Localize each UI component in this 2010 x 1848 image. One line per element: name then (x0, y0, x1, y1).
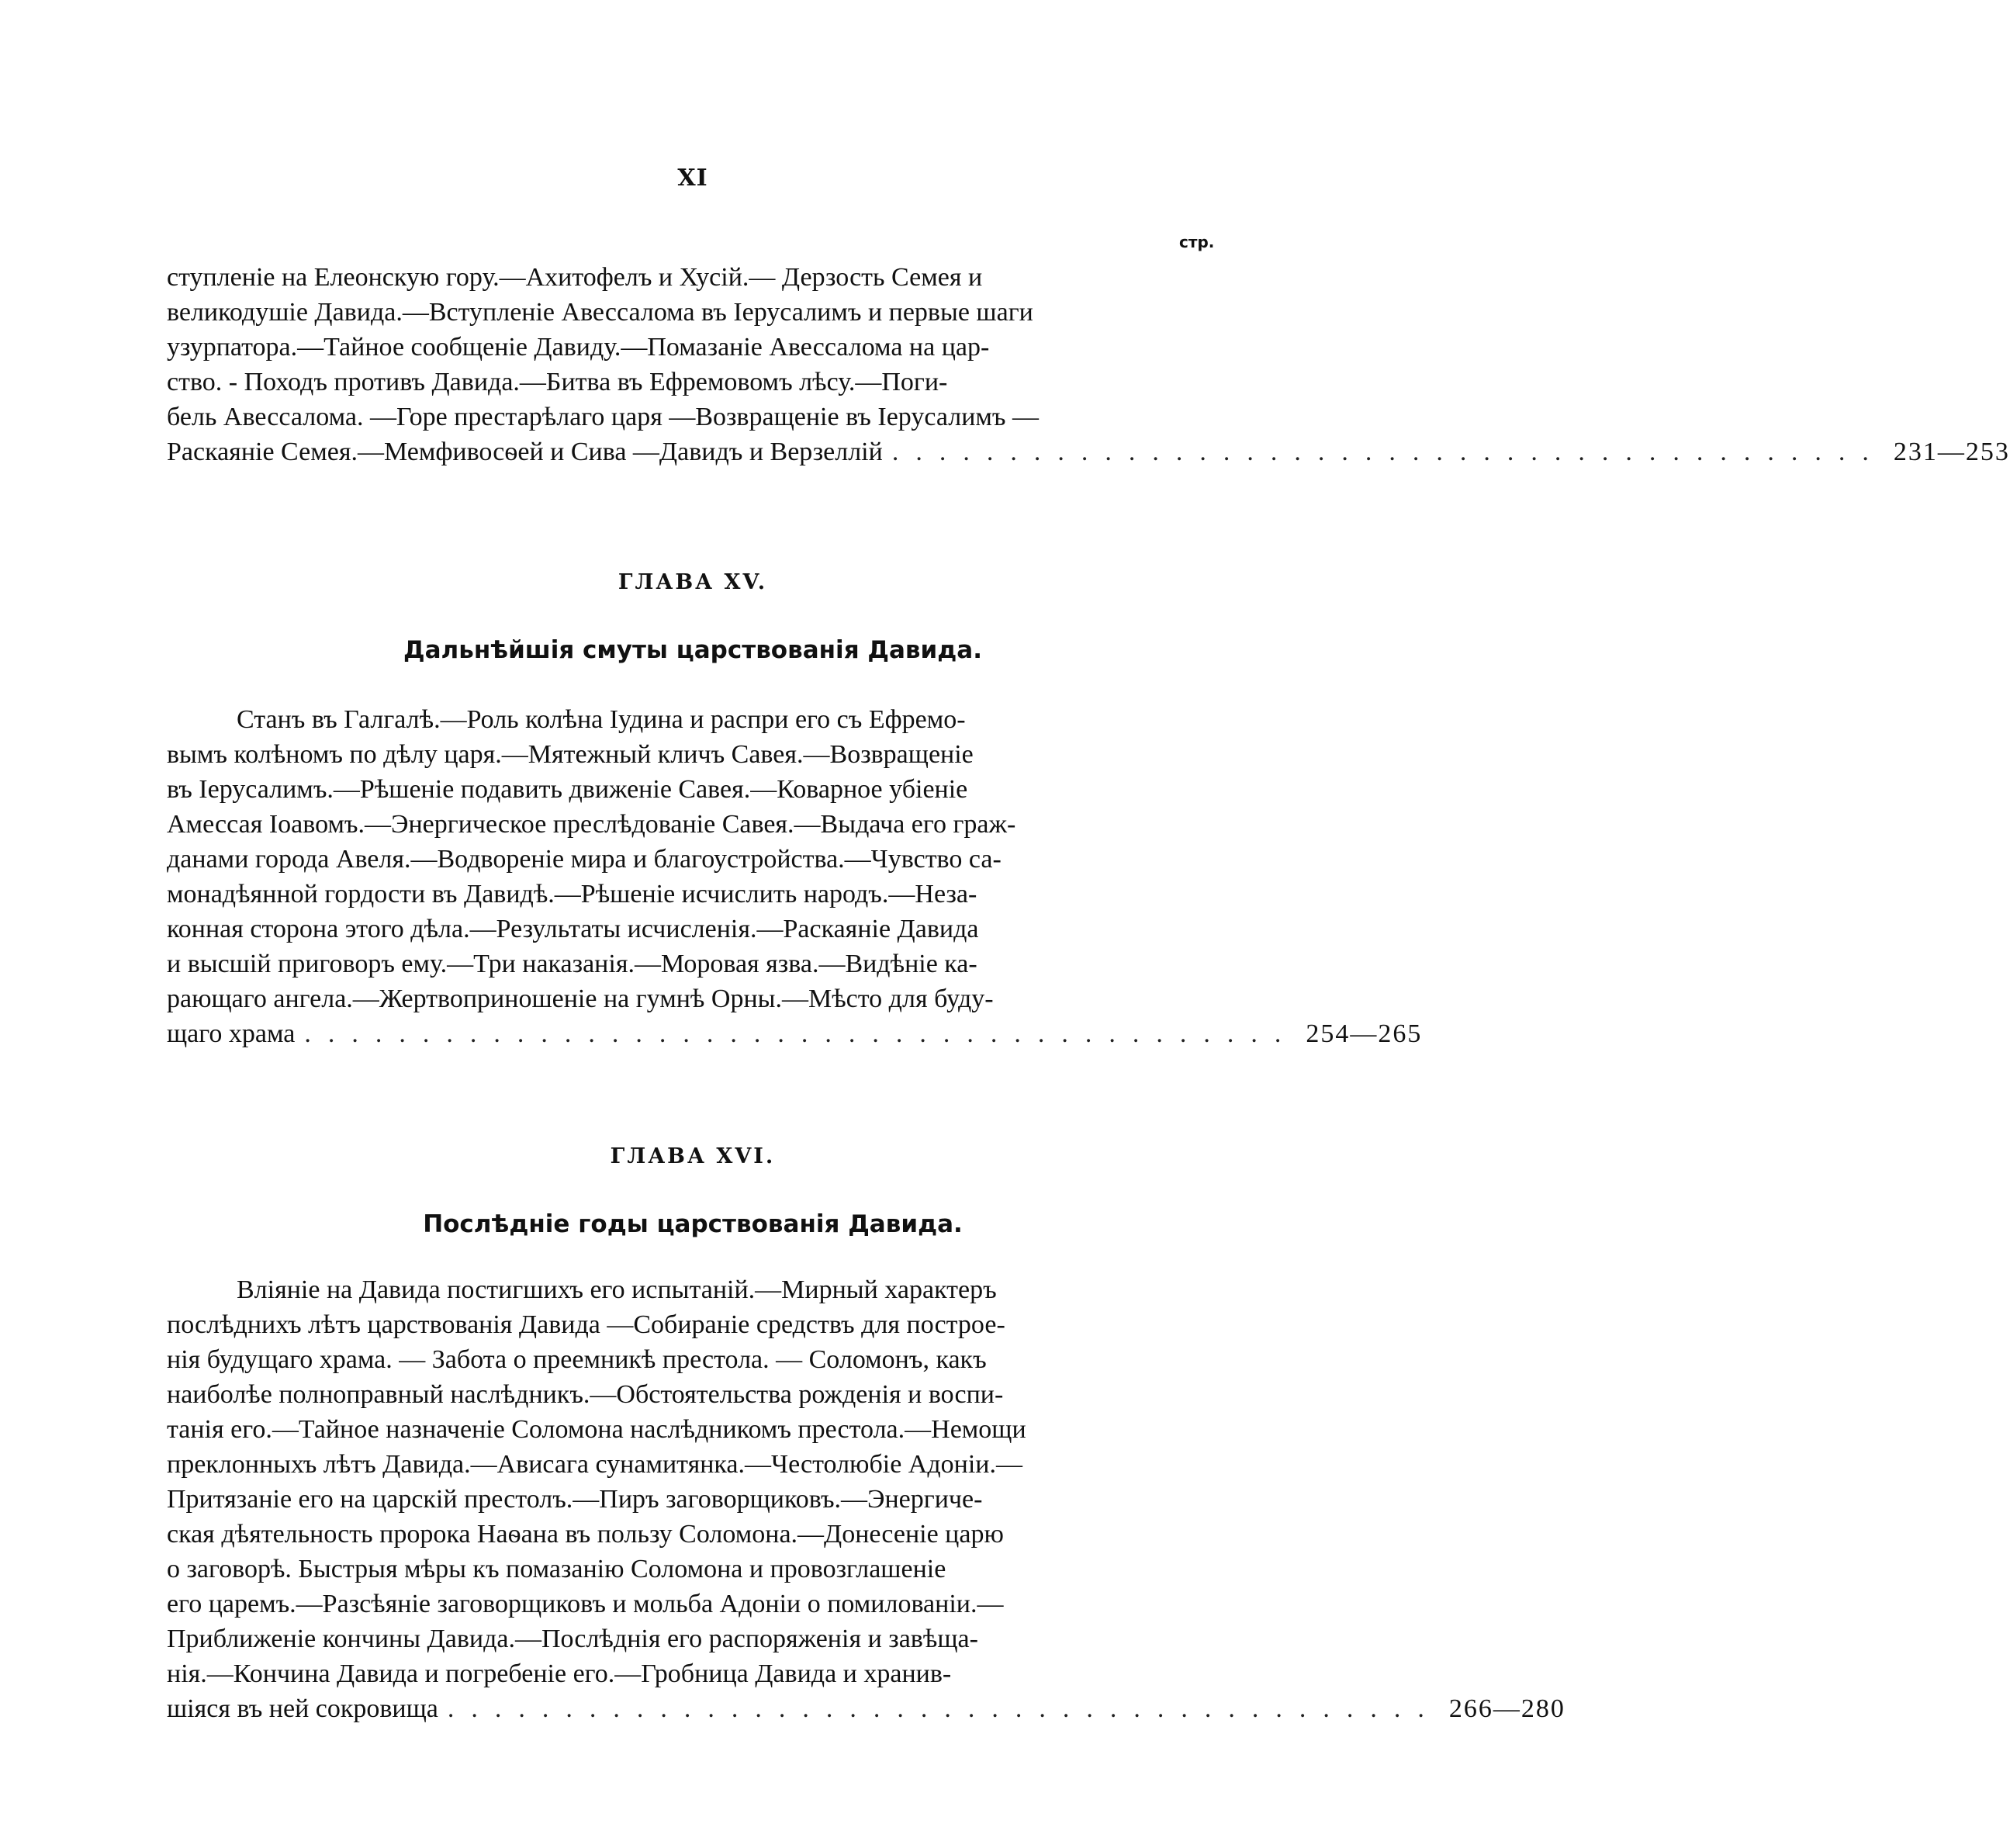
toc-text-line: о заговорѣ. Быстрыя мѣры къ помазанію Соломона и провозглашеніе (167, 1555, 946, 1583)
toc-text-line: и высшій приговоръ ему.—Три наказанія.—Моровая язва.—Видѣніе ка- (167, 950, 977, 978)
dot-leader: .......................................... (891, 438, 1886, 466)
toc-text-line: узурпатора.—Тайное сообщеніе Давиду.—Помазаніе Авессалома на цар- (167, 333, 990, 362)
toc-text-line: рающаго ангела.—Жертвоприношеніе на гумнѣ Орны.—Мѣсто для буду- (167, 985, 994, 1013)
toc-last-line-text: шіяся въ ней сокровища (167, 1694, 438, 1723)
toc-text-line: его царемъ.—Разсѣяніе заговорщиковъ и мольба Адоніи о помилованіи.— (167, 1590, 1004, 1618)
toc-last-line-text: щаго храма (167, 1019, 296, 1048)
toc-text-line: Притязаніе его на царскій престолъ.—Пиръ заговорщиковъ.—Энергиче- (167, 1485, 983, 1514)
chapter-heading-xv: ГЛАВА XV. (618, 570, 768, 594)
toc-text-line: данами города Авеля.—Водвореніе мира и благоустройства.—Чувство са- (167, 845, 1002, 874)
toc-text-line: Амессая Іоавомъ.—Энергическое преслѣдованіе Савея.—Выдача его граж- (167, 810, 1016, 839)
toc-text-line: Приближеніе кончины Давида.—Послѣднія его распоряженія и завѣща- (167, 1625, 978, 1653)
chapter-heading-xvi: ГЛАВА XVI. (610, 1144, 776, 1168)
toc-last-line (167, 1691, 1565, 1726)
toc-text-line: конная сторона этого дѣла.—Результаты исчисленія.—Раскаяніе Давида (167, 915, 979, 943)
page-range: 231—253 (1893, 438, 2010, 466)
toc-text-line: вымъ колѣномъ по дѣлу царя.—Мятежный кличъ Савея.—Возвращеніе (167, 740, 974, 769)
toc-text-line: наиболѣе полноправный наслѣдникъ.—Обстоятельства рожденія и воспи- (167, 1380, 1004, 1409)
toc-text-line: Вліяніе на Давида постигшихъ его испытаній.—Мирный характеръ (237, 1275, 997, 1304)
toc-entry-continuation (167, 260, 2010, 469)
toc-text-line: бель Авессалома. —Горе престарѣлаго царя —Возвращеніе въ Іерусалимъ — (167, 403, 1039, 431)
toc-text-line: нія будущаго храма. — Забота о преемникѣ престола. — Соломонъ, какъ (167, 1345, 987, 1374)
toc-text-line: ство. - Походъ противъ Давида.—Битва въ Ефремовомъ лѣсу.—Поги- (167, 368, 948, 396)
toc-text-line: нія.—Кончина Давида и погребеніе его.—Гробница Давида и хранив- (167, 1659, 952, 1688)
toc-text-line: послѣднихъ лѣтъ царствованія Давида —Собираніе средствъ для построе- (167, 1310, 1005, 1339)
toc-text-line: ская дѣятельность пророка Наѳана въ пользу Соломона.—Донесеніе царю (167, 1520, 1004, 1549)
dot-leader: .......................................... (447, 1694, 1441, 1723)
toc-text-line: въ Іерусалимъ.—Рѣшеніе подавить движеніе Савея.—Коварное убіеніе (167, 775, 968, 804)
dot-leader: .......................................... (304, 1019, 1299, 1048)
toc-text-line: монадѣянной гордости въ Давидѣ.—Рѣшеніе исчислить народъ.—Неза- (167, 880, 977, 908)
page-column-label: стр. (1179, 233, 1215, 251)
toc-last-line (167, 1016, 1423, 1051)
toc-text-line: Станъ въ Галгалѣ.—Роль колѣна Іудина и распри его съ Ефремо- (237, 705, 966, 734)
page-range: 266—280 (1448, 1694, 1565, 1723)
page-folio: XI (677, 164, 708, 192)
toc-last-line-text: Раскаяніе Семея.—Мемфивосѳей и Сива —Давидъ и Верзеллій (167, 438, 883, 466)
toc-text-line: великодушіе Давида.—Вступленіе Авессалома въ Іерусалимъ и первые шаги (167, 298, 1033, 327)
chapter-title-xv: Дальнѣйшія смуты царствованія Давида. (403, 636, 982, 664)
toc-entry-chapter-xvi (167, 1272, 1565, 1726)
toc-entry-chapter-xv (167, 702, 1423, 1051)
chapter-title-xvi: Послѣдніе годы царствованія Давида. (423, 1210, 963, 1238)
page-range: 254—265 (1306, 1019, 1423, 1048)
toc-text-line: ступленіе на Елеонскую гору.—Ахитофелъ и Хусій.— Дерзость Семея и (167, 263, 983, 292)
toc-text-line: преклонныхъ лѣтъ Давида.—Ависага сунамитянка.—Честолюбіе Адоніи.— (167, 1450, 1022, 1479)
toc-text-line: танія его.—Тайное назначеніе Соломона наслѣдникомъ престола.—Немощи (167, 1415, 1026, 1444)
toc-last-line (167, 434, 2010, 469)
